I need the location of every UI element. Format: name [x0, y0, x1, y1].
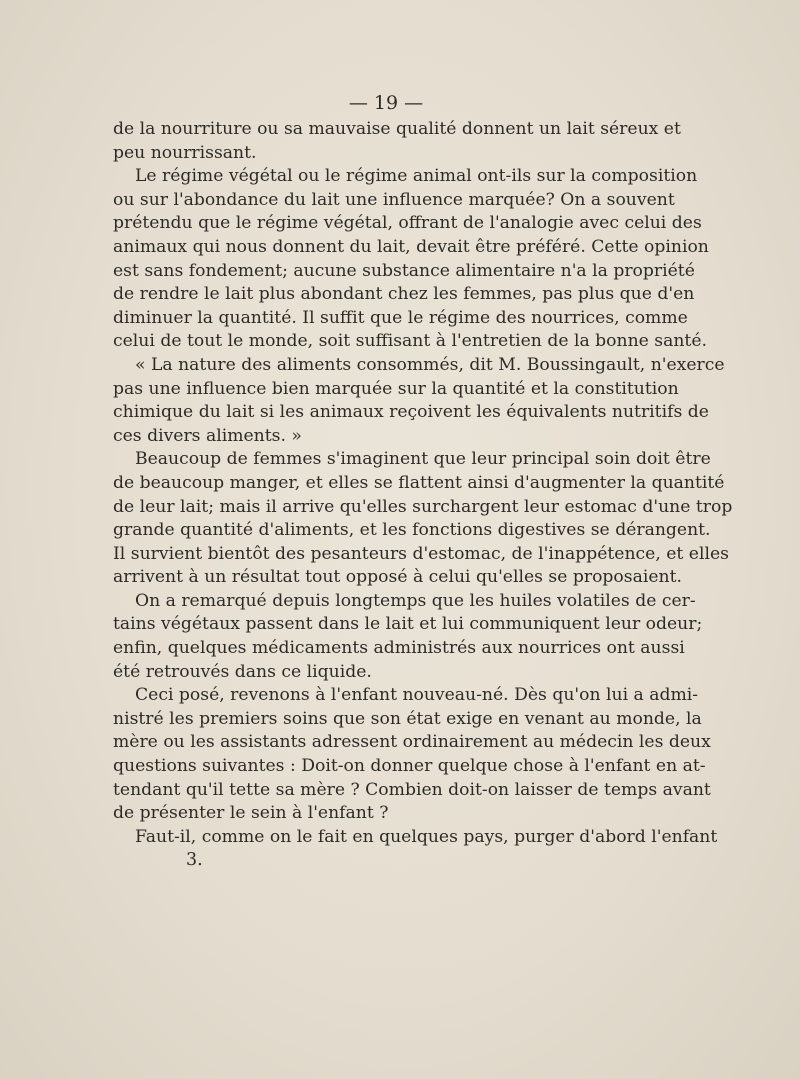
text-line: nistré les premiers soins que son état exige en venant au monde, la — [113, 708, 702, 729]
paragraph — [113, 165, 709, 354]
text-line: de rendre le lait plus abondant chez les femmes, pas plus que d'en — [113, 284, 695, 305]
text-line: été retrouvés dans ce liquide. — [113, 661, 372, 682]
paragraph — [113, 590, 703, 684]
paragraph — [113, 354, 725, 448]
text-line: chimique du lait si les animaux reçoivent les équivalents nutritifs de — [113, 402, 709, 423]
text-line: tains végétaux passent dans le lait et lui communiquent leur odeur; — [113, 614, 703, 635]
text-line: tendant qu'il tette sa mère ? Combien doit-on laisser de temps avant — [113, 779, 711, 800]
signature-mark: 3. — [186, 850, 203, 871]
text-line: Le régime végétal ou le régime animal ont-ils sur la composition — [135, 166, 698, 187]
text-line: Faut-il, comme on le fait en quelques pays, purger d'abord l'enfant — [135, 826, 718, 847]
page-number-header: — 19 — — [348, 92, 424, 114]
text-line: enfin, quelques médicaments administrés aux nourrices ont aussi — [113, 638, 685, 659]
text-line: diminuer la quantité. Il suffit que le régime des nourrices, comme — [113, 307, 688, 328]
text-line: On a remarqué depuis longtemps que les huiles volatiles de cer- — [135, 590, 696, 611]
text-line: de la nourriture ou sa mauvaise qualité donnent un lait séreux et — [113, 119, 681, 139]
text-line: questions suivantes : Doit-on donner quelque chose à l'enfant en at- — [113, 756, 706, 777]
text-line: pas une influence bien marquée sur la quantité et la constitution — [113, 378, 679, 399]
text-line: grande quantité d'aliments, et les fonctions digestives se dérangent. — [113, 520, 711, 541]
text-line: est sans fondement; aucune substance alimentaire n'a la propriété — [113, 260, 695, 281]
text-line: de présenter le sein à l'enfant ? — [113, 803, 389, 824]
text-line: de leur lait; mais il arrive qu'elles surchargent leur estomac d'une trop — [113, 496, 733, 517]
paragraph — [113, 118, 681, 165]
body-paragraphs — [113, 118, 733, 849]
text-line: arrivent à un résultat tout opposé à celui qu'elles se proposaient. — [113, 567, 682, 588]
paragraph — [113, 826, 718, 850]
text-line: Beaucoup de femmes s'imaginent que leur principal soin doit être — [135, 449, 711, 470]
text-line: ou sur l'abondance du lait une influence marquée? On a souvent — [113, 189, 675, 210]
text-line: mère ou les assistants adressent ordinairement au médecin les deux — [113, 732, 711, 753]
text-line: celui de tout le monde, soit suffisant à l'entretien de la bonne santé. — [113, 331, 707, 352]
paragraph — [113, 684, 711, 826]
text-line: animaux qui nous donnent du lait, devait être préféré. Cette opinion — [113, 236, 709, 257]
text-line: de beaucoup manger, et elles se flattent ainsi d'augmenter la quantité — [113, 472, 725, 493]
text-line: Il survient bientôt des pesanteurs d'estomac, de l'inappétence, et elles — [113, 543, 729, 564]
text-line: Ceci posé, revenons à l'enfant nouveau-né. Dès qu'on lui a admi- — [135, 685, 699, 706]
text-line: peu nourrissant. — [113, 142, 257, 163]
paragraph — [113, 448, 733, 590]
text-line: « La nature des aliments consommés, dit M. Boussingault, n'exerce — [135, 354, 725, 375]
page-text — [113, 88, 733, 873]
text-line: prétendu que le régime végétal, offrant de l'analogie avec celui des — [113, 213, 702, 234]
text-line: ces divers aliments. » — [113, 425, 302, 446]
